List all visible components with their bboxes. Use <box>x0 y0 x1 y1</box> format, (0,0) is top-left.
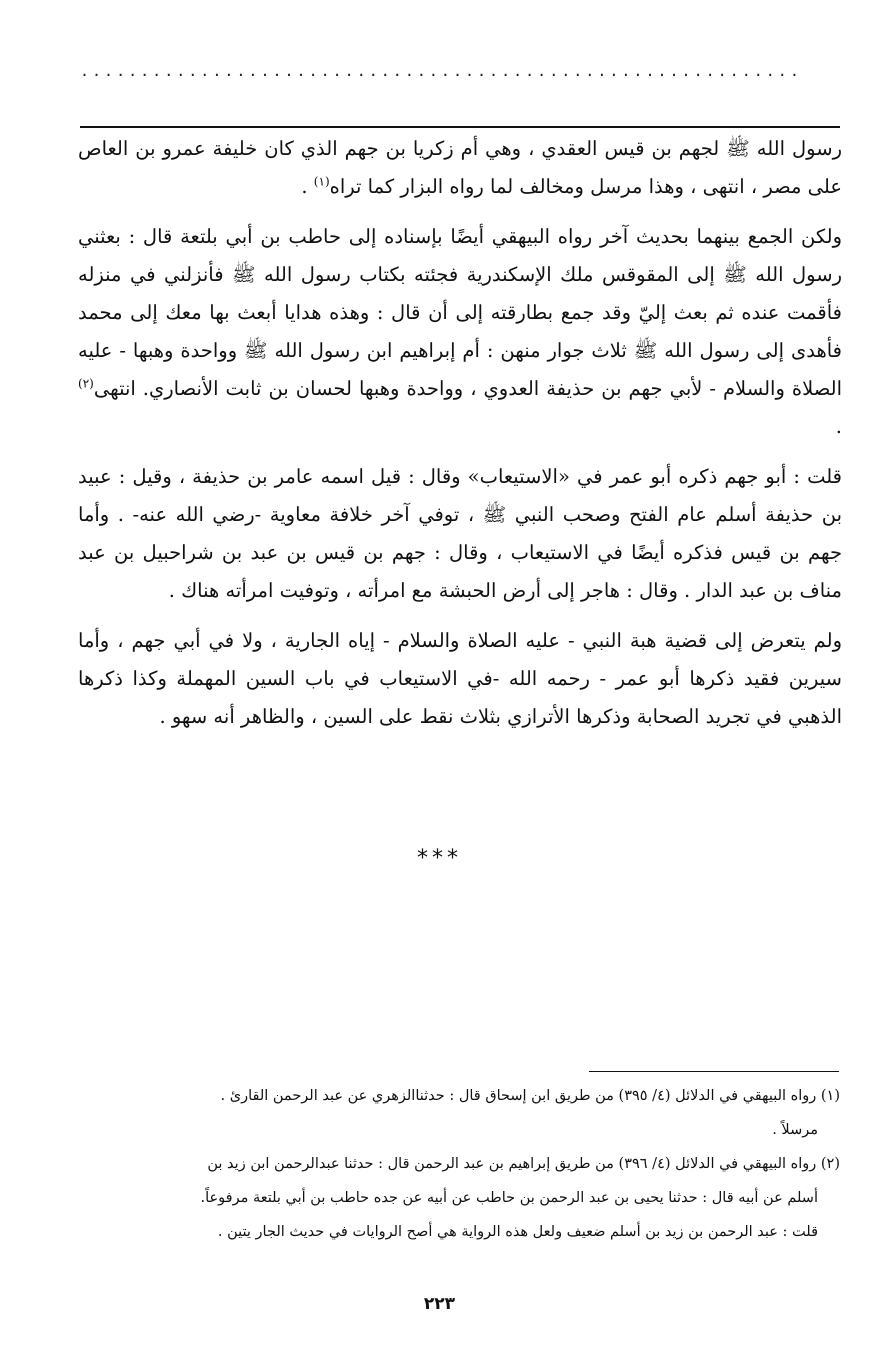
paragraph-2 <box>78 218 842 446</box>
paragraph-1-tail: . <box>301 175 314 198</box>
header-rule <box>80 126 840 128</box>
paragraph-2-text: ولكن الجمع بينهما بحديث آخر رواه البيهقي أيضًا بإسناده إلى حاطب بن أبي بلتعة قال : بعثني رسول الله ﷺ إلى المقوقس ملك الإسكندرية فجئته بكتاب رسول الله ﷺ فأنزلني في منزله فأقمت عنده ثم بعث إليّ وقد جمع بطارقته إلى أن قال : وهذه هدايا أبعث بها معك إلى محمد فأهدى إلى رسول الله ﷺ ثلاث جوار منهن : أم إبراهيم ابن رسول الله ﷺ وواحدة وهبها - عليه الصلاة والسلام - لأبي جهم بن حذيفة العدوي ، وواحدة وهبها لحسان بن ثابت الأنصاري. انتهى <box>78 225 842 400</box>
footnotes <box>70 1080 840 1250</box>
paragraph-3-text: قلت : أبو جهم ذكره أبو عمر في «الاستيعاب» وقال : قيل اسمه عامر بن حذيفة ، وقيل : عبيد بن حذيفة أسلم عام الفتح وصحب النبي ﷺ ، توفي آخر خلافة معاوية -رضي الله عنه- . وأما جهم بن قيس فذكره أيضًا في الاستيعاب ، وقال : جهم بن قيس بن عبد بن شراحبيل بن عبد مناف بن عبد الدار . وقال : هاجر إلى أرض الحبشة مع امرأته ، وتوفيت امرأته هناك . <box>78 465 842 602</box>
paragraph-1-text: رسول الله ﷺ لجهم بن قيس العقدي ، وهي أم زكريا بن جهم الذي كان خليفة عمرو بن العاص على مصر ، انتهى ، وهذا مرسل ومخالف لما رواه البزار كما تراه <box>78 137 842 198</box>
header-dotted-line: ............................................................ <box>80 62 802 80</box>
footnote-1-line-2: مرسلاً . <box>772 1122 818 1138</box>
paragraph-3 <box>78 458 842 610</box>
footnote-1-line-1: (١) رواه البيهقي في الدلائل (٤/ ٣٩٥) من طريق ابن إسحاق قال : حدثناالزهري عن عبد الرحمن القارئ . <box>220 1088 840 1104</box>
section-separator-stars: *** <box>417 846 462 871</box>
main-text <box>78 130 842 748</box>
footnote-2-line-2: أسلم عن أبيه قال : حدثنا يحيى بن عبد الرحمن بن حاطب عن أبيه عن جده حاطب بن أبي بلتعة مرفوعاً. <box>200 1190 818 1206</box>
footnote-2-line-3: قلت : عبد الرحمن بن زيد بن أسلم ضعيف ولعل هذه الرواية هي أصح الروايات في حديث الجار يتين . <box>217 1224 818 1240</box>
footnote-rule <box>589 1071 839 1072</box>
paragraph-2-tail: . <box>835 415 842 438</box>
paragraph-1 <box>78 130 842 206</box>
page-number: ٢٢٣ <box>423 1294 456 1314</box>
paragraph-4-text: ولم يتعرض إلى قضية هبة النبي - عليه الصلاة والسلام - إياه الجارية ، ولا في أبي جهم ، وأما سيرين فقيد ذكرها أبو عمر - رحمه الله -في الاستيعاب في باب السين المهملة وكذا ذكرها الذهبي في تجريد الصحابة وذكرها الأترازي بثلاث نقط على السين ، والظاهر أنه سهو . <box>78 629 842 728</box>
footnote-2-line-1: (٢) رواه البيهقي في الدلائل (٤/ ٣٩٦) من طريق إبراهيم بن عبد الرحمن قال : حدثنا عبدالرحمن ابن زيد بن <box>207 1156 840 1172</box>
footnote-ref-1: (١) <box>313 174 330 189</box>
footnote-ref-2: (٢) <box>78 376 94 391</box>
paragraph-4 <box>78 622 842 736</box>
